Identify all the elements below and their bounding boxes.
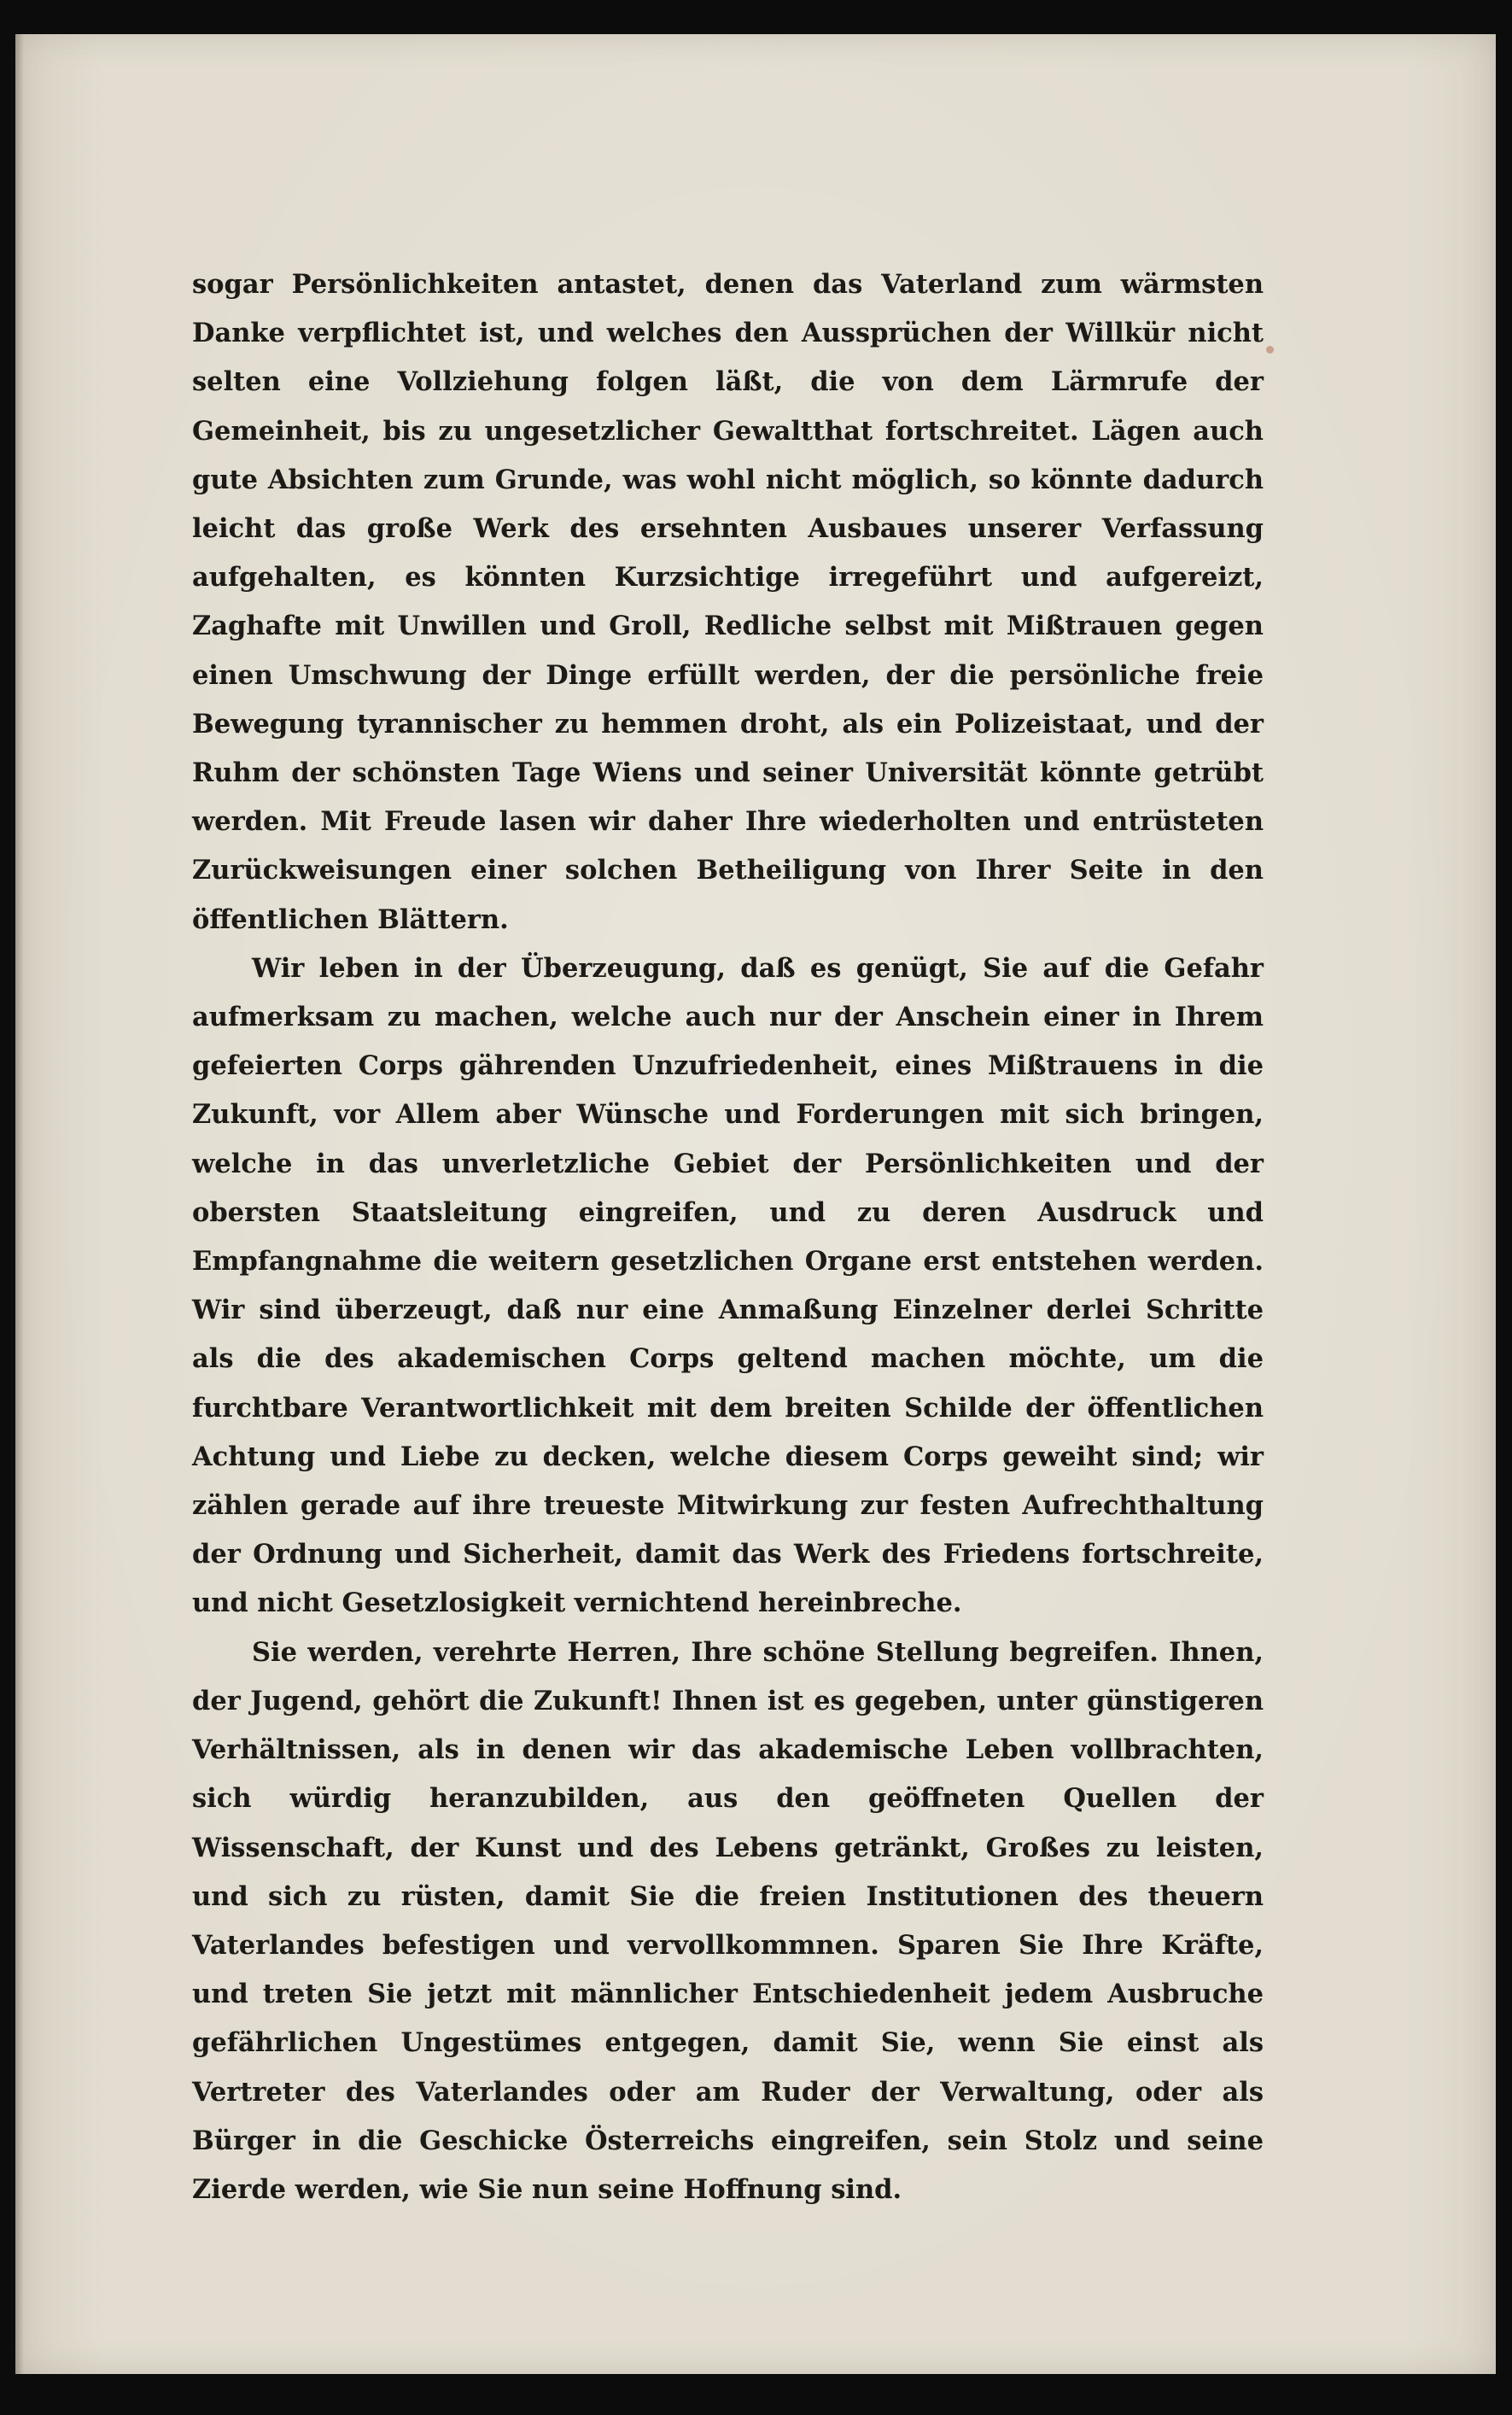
- paragraph-2: Wir leben in der Überzeugung, daß es genügt, Sie auf die Gefahr aufmerksam zu machen, welche auch nur der Anschein einer in Ihrem gefeierten Corps gährenden Unzufriedenheit, eines Mißtrauens in die Zukunft, vor Allem aber Wünsche und Forderungen mit sich bringen, welche in das unverletzliche Gebiet der Persönlichkeiten und der obersten Staatsleitung eingreifen, und zu deren Ausdruck und Empfangnahme die weitern gesetzlichen Organe erst entstehen werden. Wir sind überzeugt, daß nur eine Anmaßung Einzelner derlei Schritte als die des akademischen Corps geltend machen möchte, um die furchtbare Verantwortlichkeit mit dem breiten Schilde der öffentlichen Achtung und Liebe zu decken, welche diesem Corps geweiht sind; wir zählen gerade auf ihre treueste Mitwirkung zur festen Aufrechthaltung der Ordnung und Sicherheit, damit das Werk des Friedens fortschreite, und nicht Gesetzlosigkeit vernichtend hereinbreche.: [192, 952, 1264, 1619]
- body-text: [192, 260, 1264, 2214]
- paragraph-1: sogar Persönlichkeiten antastet, denen das Vaterland zum wärmsten Danke verpflichtet ist, und welches den Aussprüchen der Willkür nicht selten eine Vollziehung folgen läßt, die von dem Lärmrufe der Gemeinheit, bis zu ungesetzlicher Gewaltthat fortschreitet. Lägen auch gute Absichten zum Grunde, was wohl nicht möglich, so könnte dadurch leicht das große Werk des ersehnten Ausbaues unserer Verfassung aufgehalten, es könnten Kurzsichtige irregeführt und aufgereizt, Zaghafte mit Unwillen und Groll, Redliche selbst mit Mißtrauen gegen einen Umschwung der Dinge erfüllt werden, der die persönliche freie Bewegung tyrannischer zu hemmen droht, als ein Polizeistaat, und der Ruhm der schönsten Tage Wiens und seiner Universität könnte getrübt werden. Mit Freude lasen wir daher Ihre wiederholten und entrüsteten Zurückweisungen einer solchen Betheiligung von Ihrer Seite in den öffentlichen Blättern.: [192, 269, 1264, 935]
- page-edge-shadow: [15, 34, 24, 2374]
- ink-stain: [1266, 346, 1274, 354]
- paragraph-3: Sie werden, verehrte Herren, Ihre schöne Stellung begreifen. Ihnen, der Jugend, gehört die Zukunft! Ihnen ist es gegeben, unter günstigeren Verhältnissen, als in denen wir das akademische Leben vollbrachten, sich würdig heranzubilden, aus den geöffneten Quellen der Wissenschaft, der Kunst und des Lebens getränkt, Großes zu leisten, und sich zu rüsten, damit Sie die freien Institutionen des theuern Vaterlandes befestigen und vervollkommnen. Sparen Sie Ihre Kräfte, und treten Sie jetzt mit männlicher Entschiedenheit jedem Ausbruche gefährlichen Ungestümes entgegen, damit Sie, wenn Sie einst als Vertreter des Vaterlandes oder am Ruder der Verwaltung, oder als Bürger in die Geschicke Österreichs eingreifen, sein Stolz und seine Zierde werden, wie Sie nun seine Hoffnung sind.: [192, 1636, 1264, 2205]
